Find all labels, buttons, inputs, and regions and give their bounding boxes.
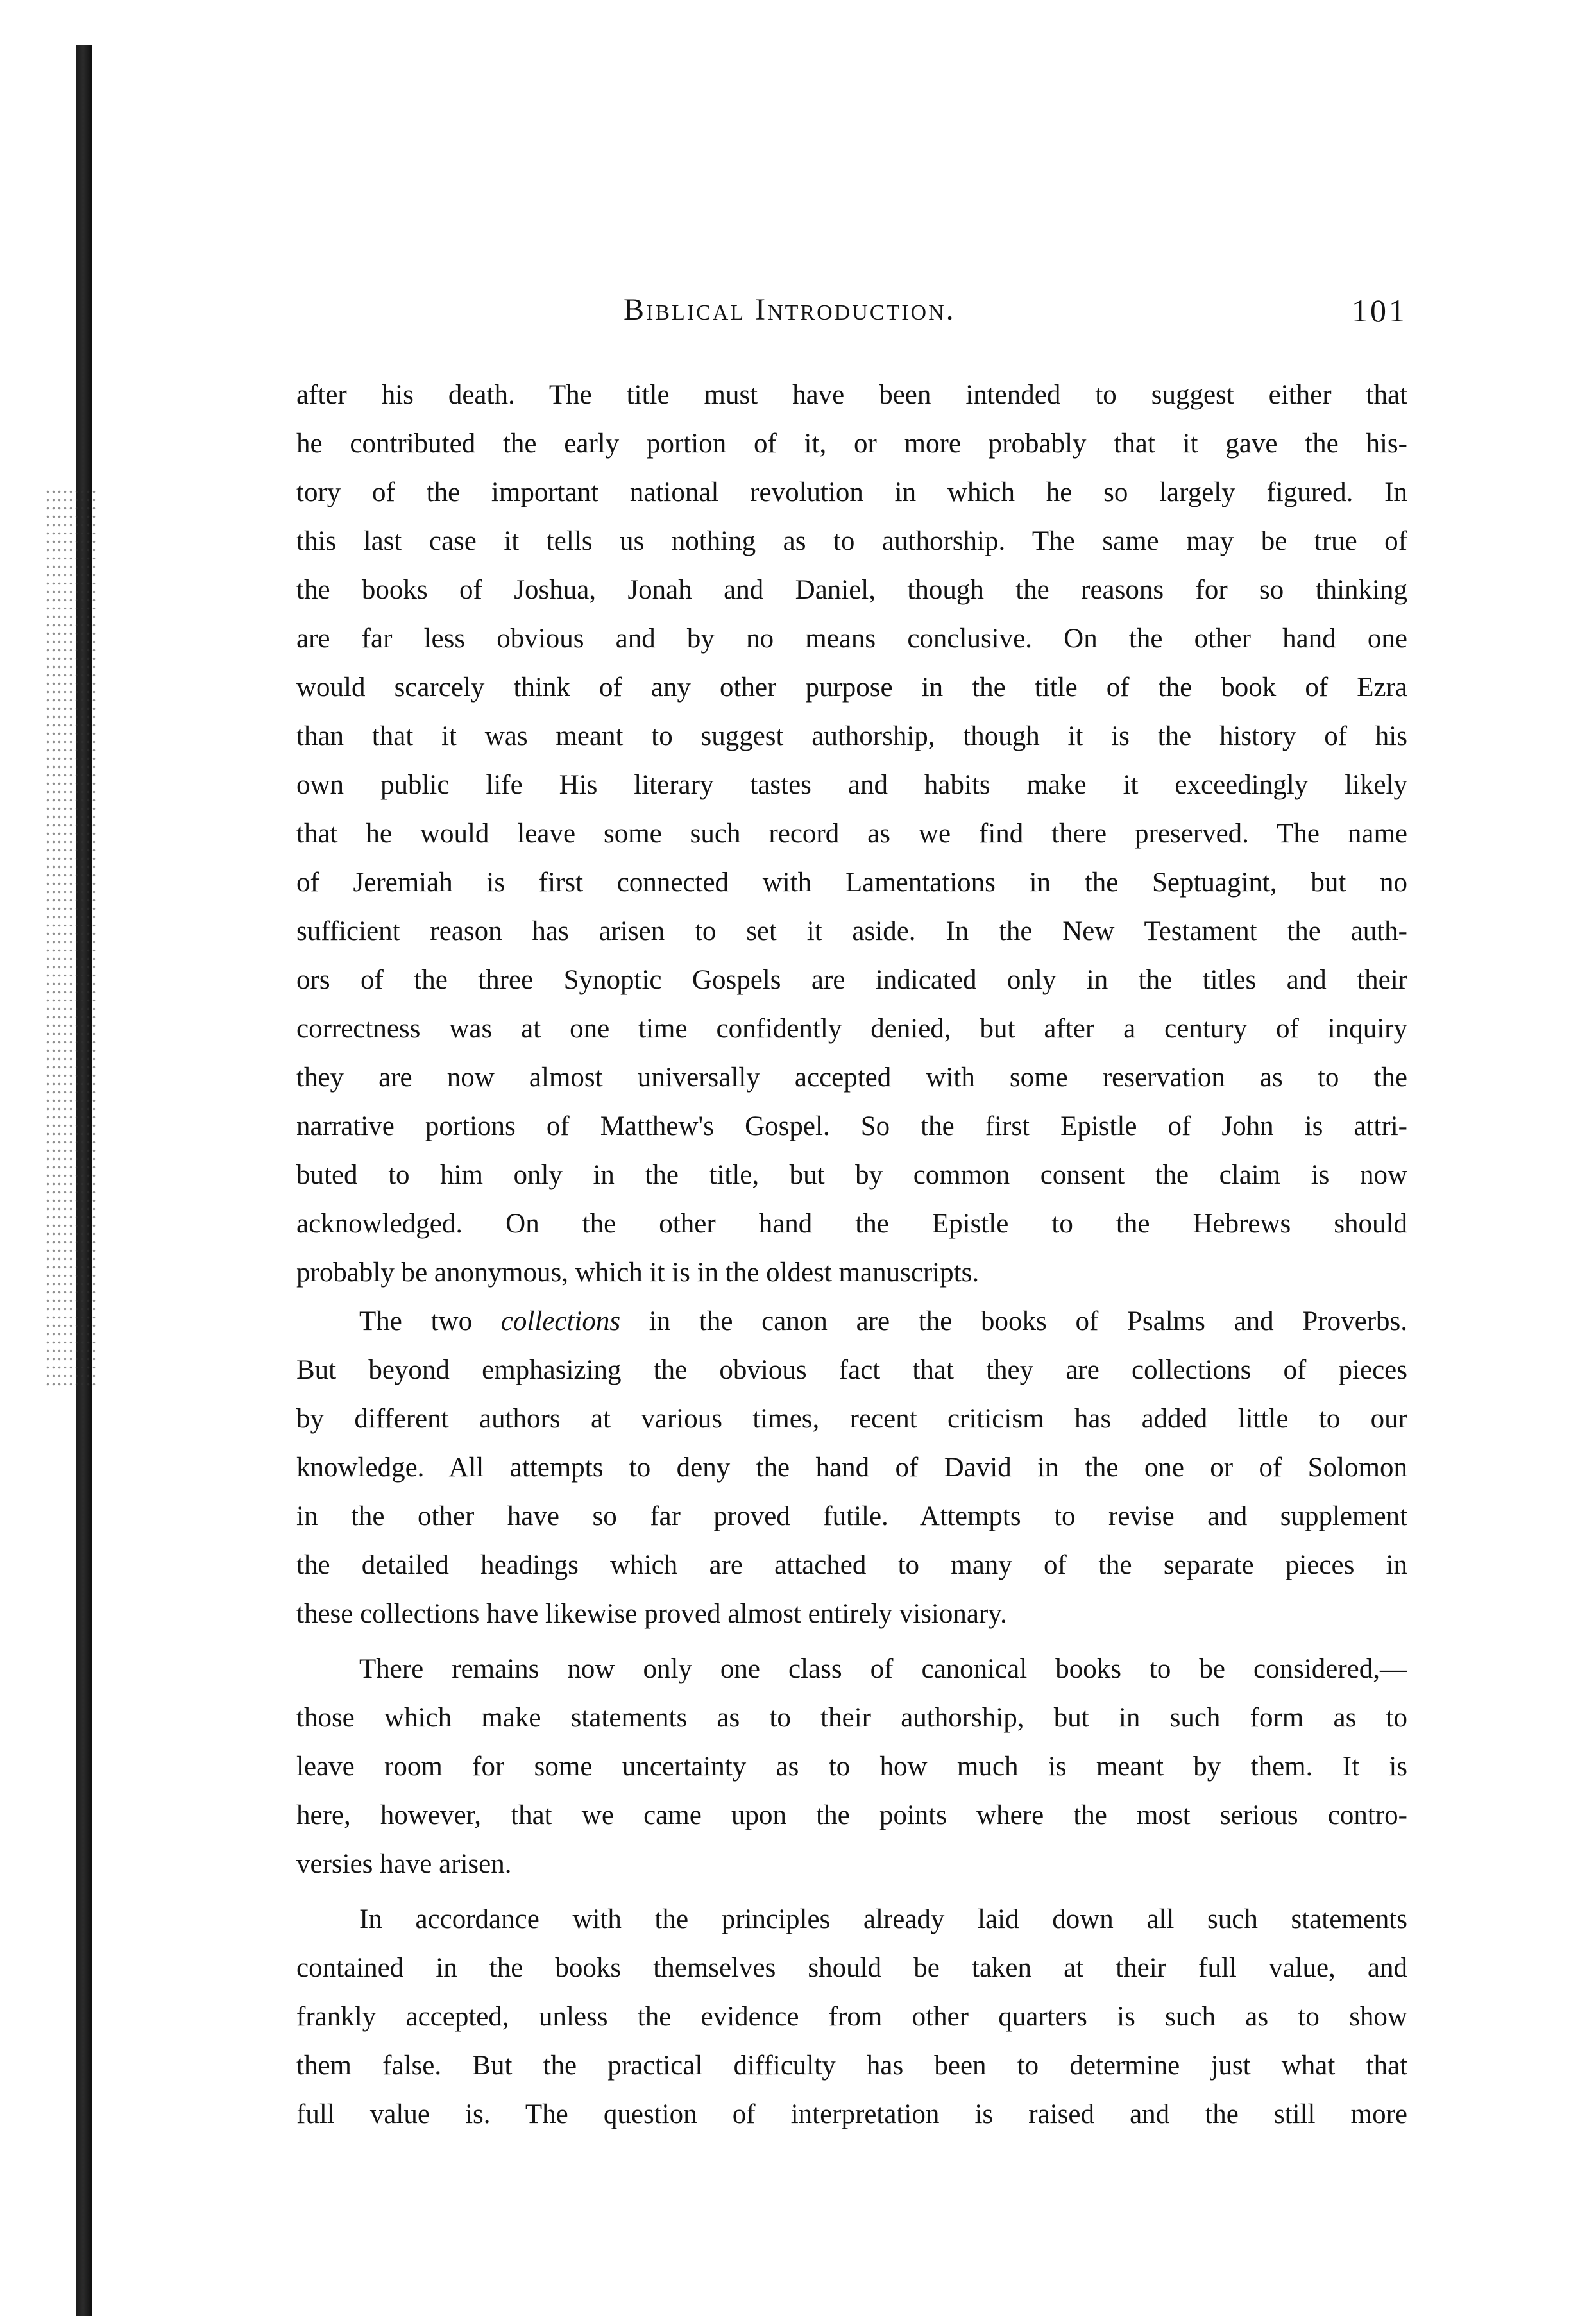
paragraph-1 [296,371,1407,1297]
body-text [296,371,1407,2139]
text-line: by different authors at various times, recent criticism has added little to our [296,1404,1407,1434]
text-line: ors of the three Synoptic Gospels are indicated only in the titles and their [296,965,1407,995]
page-number: 101 [1352,293,1407,328]
text-line: narrative portions of Matthew's Gospel. So the first Epistle of John is attri- [296,1111,1407,1141]
text-line: correctness was at one time confidently denied, but after a century of inquiry [296,1014,1407,1044]
text-line: here, however, that we came upon the points where the most serious contro- [296,1800,1407,1830]
text-line: leave room for some uncertainty as to how much is meant by them. It is [296,1751,1407,1782]
text-line: acknowledged. On the other hand the Epistle to the Hebrews should [296,1209,1407,1239]
text-line: them false. But the practical difficulty has been to determine just what that [296,2050,1407,2081]
text-line: these collections have likewise proved almost entirely visionary. [296,1599,1007,1629]
text-line: In accordance with the principles already laid down all such statements [359,1904,1407,1934]
text-line: full value is. The question of interpretation is raised and the still more [296,2099,1407,2129]
paragraph-4 [296,1895,1407,2139]
paragraph-2 [296,1297,1407,1639]
text-line: than that it was meant to suggest authorship, though it is the history of his [296,721,1407,751]
text-line: the books of Joshua, Jonah and Daniel, though the reasons for so thinking [296,575,1407,605]
text-line: versies have arisen. [296,1849,512,1879]
page-header [296,292,1407,343]
text-line [296,1297,1407,1346]
running-title: Biblical Introduction. [624,293,956,327]
text-line: buted to him only in the title, but by common consent the claim is now [296,1160,1407,1190]
text-run: in the canon are the books of Psalms and Proverbs. [620,1306,1407,1336]
text-line: contained in the books themselves should be taken at their full value, and [296,1953,1407,1983]
text-line: sufficient reason has arisen to set it aside. In the New Testament the auth- [296,916,1407,946]
text-line: after his death. The title must have been intended to suggest either that [296,380,1407,410]
italic-term: collections [500,1306,621,1336]
text-line: probably be anonymous, which it is in the oldest manuscripts. [296,1257,980,1288]
text-line: frankly accepted, unless the evidence from other quarters is such as to show [296,2002,1407,2032]
text-run: The two [359,1306,501,1336]
text-line: own public life His literary tastes and habits make it exceedingly likely [296,770,1407,800]
text-line: There remains now only one class of canonical books to be considered,— [359,1654,1407,1684]
text-line: knowledge. All attempts to deny the hand of David in the one or of Solomon [296,1453,1407,1483]
paragraph-3 [296,1645,1407,1889]
page-binding-texture [45,488,96,1386]
text-line: that he would leave some such record as we find there preserved. The name [296,819,1407,849]
text-line: tory of the important national revolution in which he so largely figured. In [296,477,1407,507]
text-line: he contributed the early portion of it, or more probably that it gave the his- [296,429,1407,459]
text-line: they are now almost universally accepted with some reservation as to the [296,1062,1407,1093]
text-line: this last case it tells us nothing as to authorship. The same may be true of [296,526,1407,556]
text-line: of Jeremiah is first connected with Lamentations in the Septuagint, but no [296,867,1407,898]
text-line: are far less obvious and by no means conclusive. On the other hand one [296,624,1407,654]
text-line: those which make statements as to their authorship, but in such form as to [296,1703,1407,1733]
text-line: in the other have so far proved futile. Attempts to revise and supplement [296,1501,1407,1531]
text-line: would scarcely think of any other purpose in the title of the book of Ezra [296,672,1407,703]
text-line: But beyond emphasizing the obvious fact that they are collections of pieces [296,1355,1407,1385]
text-line: the detailed headings which are attached to many of the separate pieces in [296,1550,1407,1580]
